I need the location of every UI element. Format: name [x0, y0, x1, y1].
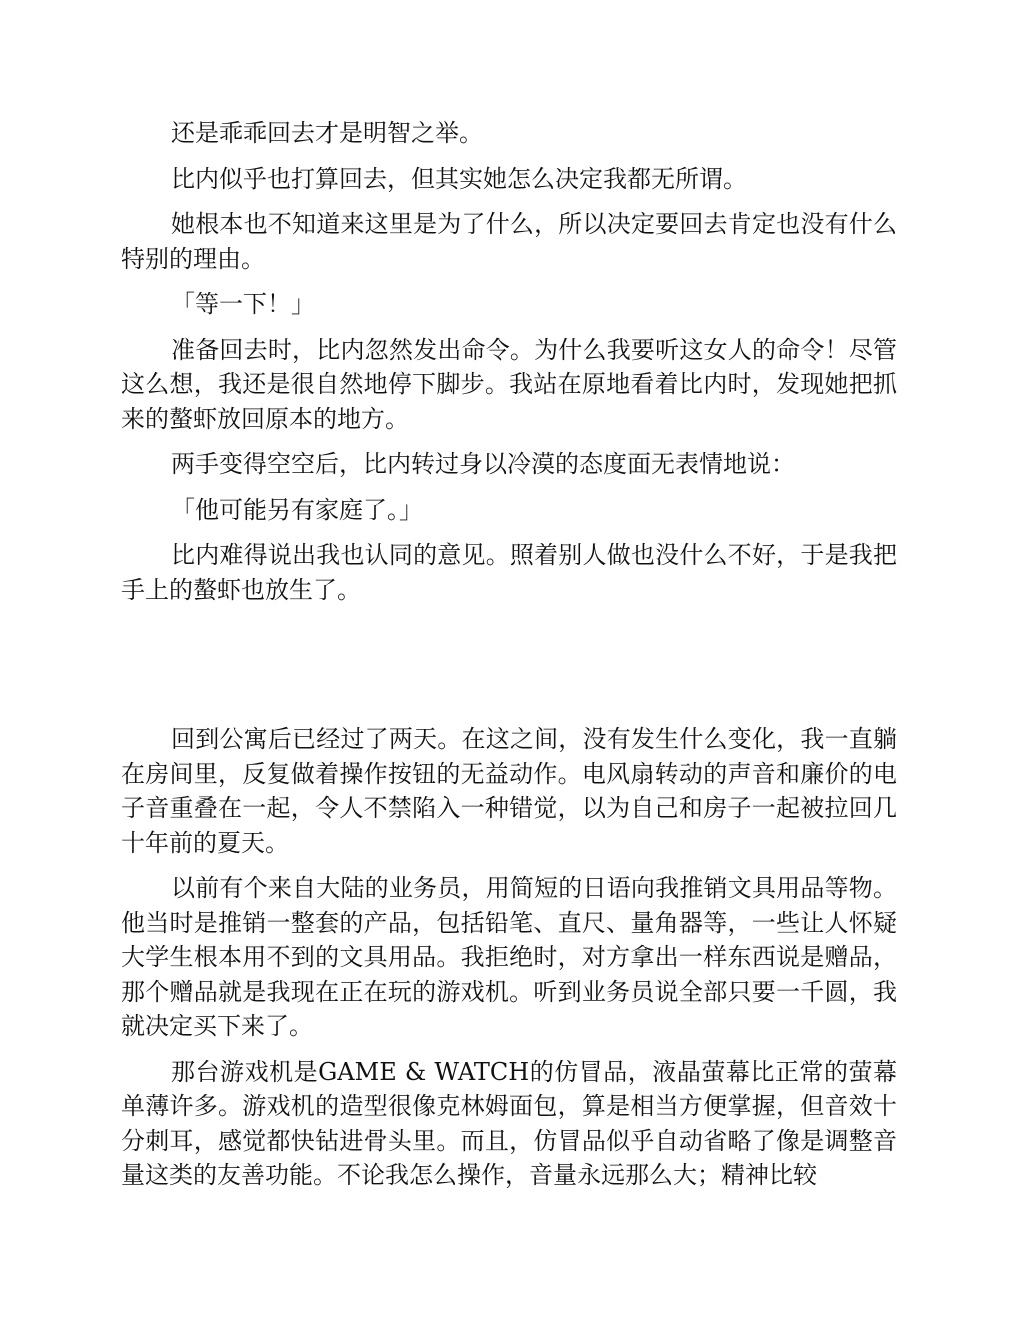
paragraph: 回到公寓后已经过了两天。在这之间，没有发生什么变化，我一直躺在房间里，反复做着操作按钮的无益动作。电风扇转动的声音和廉价的电子音重叠在一起，令人不禁陷入一种错觉，以为自己和房子一起被拉回几十年前的夏天。 — [121, 725, 897, 857]
dialogue-line: 「他可能另有家庭了。」 — [171, 495, 423, 524]
paragraph: 比内难得说出我也认同的意见。照着别人做也没什么不好，于是我把手上的螯虾也放生了。 — [121, 541, 897, 604]
paragraph: 以前有个来自大陆的业务员，用简短的日语向我推销文具用品等物。他当时是推销一整套的产品，包括铅笔、直尺、量角器等，一些让人怀疑大学生根本用不到的文具用品。我拒绝时，对方拿出一样东西说是赠品，那个赠品就是我现在正在玩的游戏机。听到业务员说全部只要一千圆，我就决定买下来了。 — [121, 874, 897, 1040]
paragraph: 她根本也不知道来这里是为了什么，所以决定要回去肯定也没有什么特别的理由。 — [121, 210, 897, 273]
document-page — [121, 116, 897, 1204]
dialogue-line: 「等一下！」 — [171, 290, 315, 318]
section-break — [121, 618, 897, 722]
paragraph: 还是乖乖回去才是明智之举。 — [171, 119, 483, 147]
paragraph: 准备回去时，比内忽然发出命令。为什么我要听这女人的命令！尽管这么想，我还是很自然地停下脚步。我站在原地看着比内时，发现她把抓来的螯虾放回原本的地方。 — [121, 335, 897, 433]
paragraph: 两手变得空空后，比内转过身以冷漠的态度面无表情地说： — [171, 450, 795, 478]
paragraph: 比内似乎也打算回去，但其实她怎么决定我都无所谓。 — [171, 164, 747, 193]
paragraph: 那台游戏机是GAME & WATCH的仿冒品，液晶萤幕比正常的萤幕单薄许多。游戏机的造型很像克林姆面包，算是相当方便掌握，但音效十分刺耳，感觉都快钻进骨头里。而且，仿冒品似乎自动省略了像是调整音量这类的友善功能。不论我怎么操作，音量永远那么大；精神比较 — [121, 1057, 897, 1189]
